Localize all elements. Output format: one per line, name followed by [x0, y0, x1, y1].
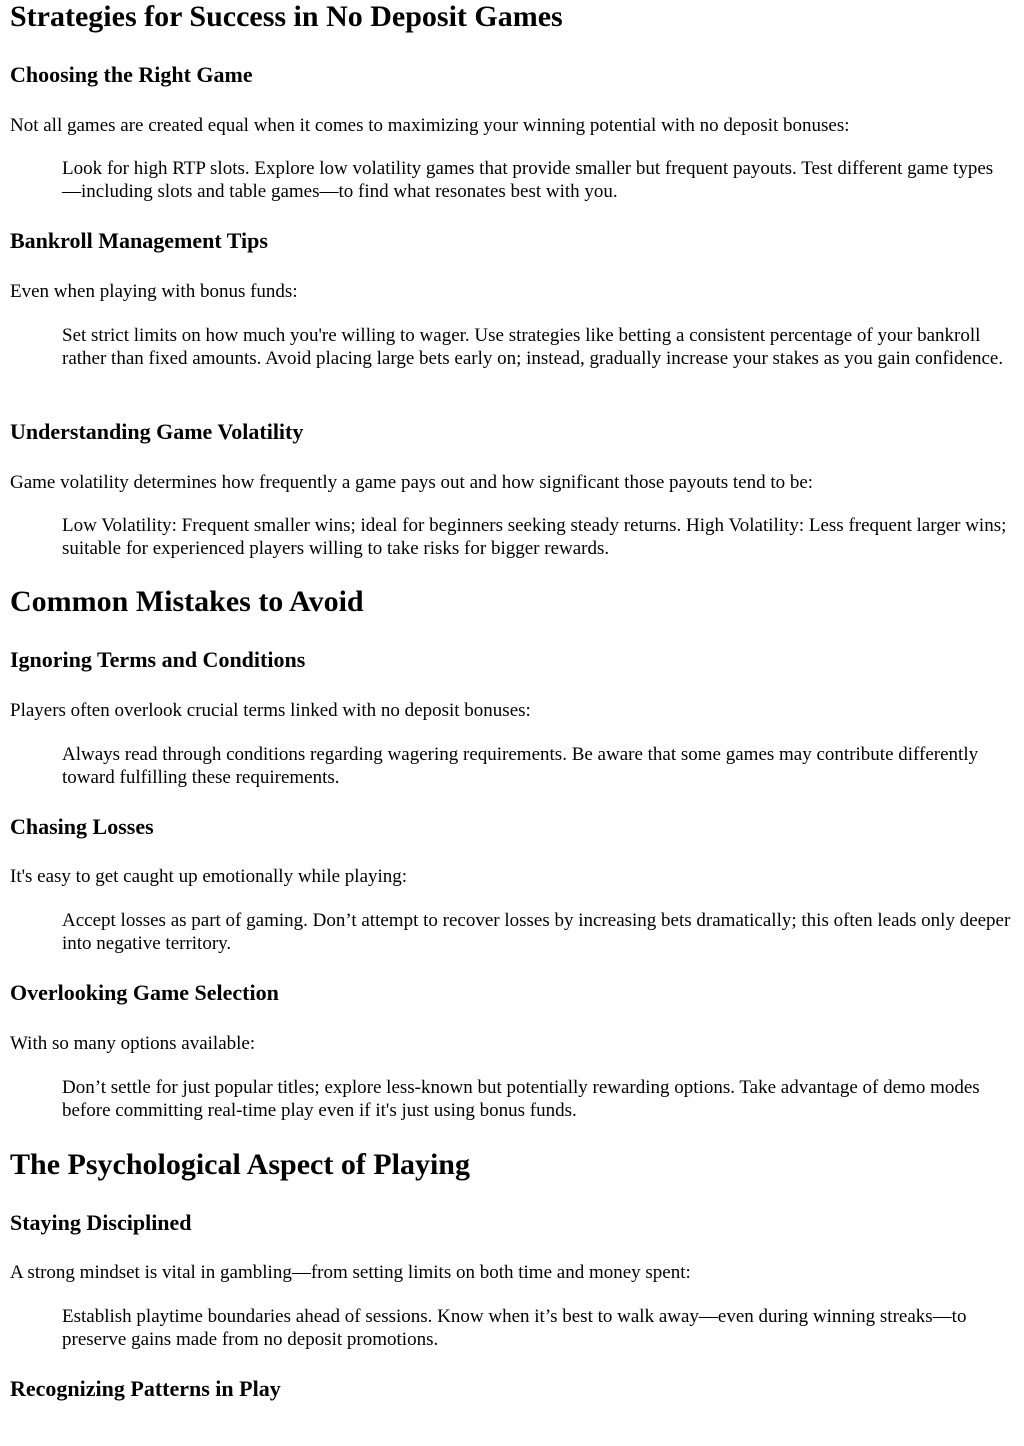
paragraph: Even when playing with bonus funds: [10, 281, 298, 302]
paragraph: Players often overlook crucial terms linked with no deposit bonuses: [10, 700, 531, 721]
paragraph: Game volatility determines how frequently a game pays out and how significant those payouts tend to be: [10, 472, 814, 493]
blockquote: Low Volatility: Frequent smaller wins; ideal for beginners seeking steady returns. High Volatility: Less frequent larger wins; suitable for experienced players willing to take risks for bigger rewards. [62, 515, 1007, 559]
paragraph: It's easy to get caught up emotionally while playing: [10, 866, 408, 887]
blockquote: Don’t settle for just popular titles; explore less-known but potentially rewarding options. Take advantage of demo modes before committing real-time play even if it's just using bonus funds. [62, 1077, 980, 1121]
subsection-heading: Chasing Losses [10, 814, 154, 839]
subsection-heading: Recognizing Patterns in Play [10, 1376, 281, 1401]
subsection-heading: Understanding Game Volatility [10, 419, 304, 444]
section-heading: The Psychological Aspect of Playing [10, 1148, 470, 1181]
subsection-heading: Ignoring Terms and Conditions [10, 647, 306, 672]
subsection-heading: Choosing the Right Game [10, 62, 253, 87]
subsection-heading: Overlooking Game Selection [10, 980, 279, 1005]
subsection-heading: Bankroll Management Tips [10, 228, 268, 253]
section-heading: Common Mistakes to Avoid [10, 585, 364, 618]
subsection-heading: Staying Disciplined [10, 1210, 192, 1235]
blockquote: Accept losses as part of gaming. Don’t attempt to recover losses by increasing bets dramatically; this often leads only deeper into negative territory. [62, 910, 1011, 954]
blockquote: Look for high RTP slots. Explore low volatility games that provide smaller but frequent payouts. Test different game types—including slots and table games—to find what resonates best with you. [62, 158, 994, 202]
paragraph: With so many options available: [10, 1033, 256, 1054]
blockquote: Always read through conditions regarding wagering requirements. Be aware that some games may contribute differently toward fulfilling these requirements. [62, 744, 979, 788]
blockquote: Set strict limits on how much you're willing to wager. Use strategies like betting a consistent percentage of your bankroll rather than fixed amounts. Avoid placing large bets early on; instead, gradually increase your stakes as you gain confidence. [62, 325, 1004, 369]
paragraph: Not all games are created equal when it comes to maximizing your winning potential with no deposit bonuses: [10, 115, 850, 136]
paragraph: A strong mindset is vital in gambling—from setting limits on both time and money spent: [10, 1262, 691, 1283]
blockquote: Establish playtime boundaries ahead of sessions. Know when it’s best to walk away—even during winning streaks—to preserve gains made from no deposit promotions. [62, 1306, 967, 1350]
section-heading: Strategies for Success in No Deposit Games [10, 0, 563, 33]
